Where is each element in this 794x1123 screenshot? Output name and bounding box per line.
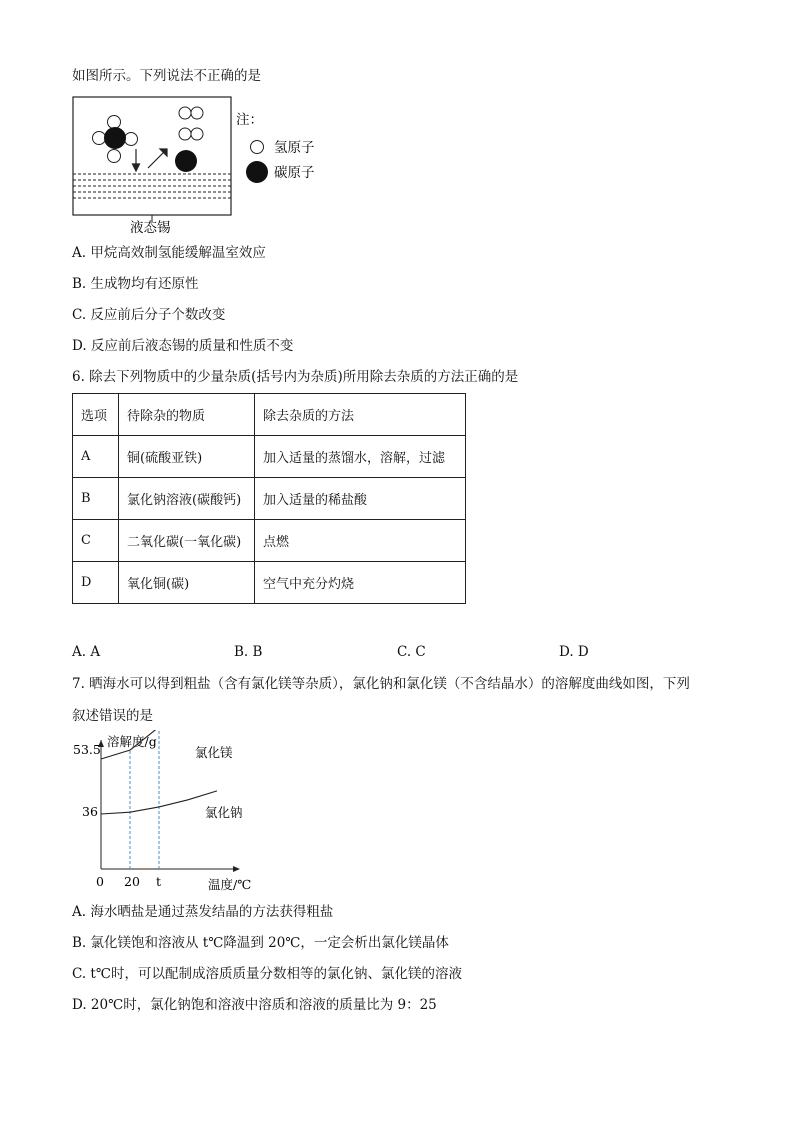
x-axis-label: 温度/℃ (208, 877, 252, 892)
solubility-curve-chart (70, 730, 270, 895)
figure-frame (73, 97, 231, 215)
header-option: 选项 (73, 394, 119, 436)
series-label: 氯化镁 (195, 745, 233, 760)
q6-answer-a[interactable]: A. A (72, 644, 101, 660)
legend-carbon-label: 碳原子 (274, 165, 315, 181)
series-label: 氯化钠 (205, 805, 243, 820)
q5-option-a[interactable]: A. 甲烷高效制氢能缓解温室效应 (72, 245, 266, 261)
q7-option-b[interactable]: B. 氯化镁饱和溶液从 t℃降温到 20℃，一定会析出氯化镁晶体 (72, 935, 449, 951)
carbon-product (175, 150, 197, 172)
x-tick-label: t (156, 874, 162, 889)
q6-answer-b[interactable]: B. B (234, 644, 263, 660)
q7-option-a[interactable]: A. 海水晒盐是通过蒸发结晶的方法获得粗盐 (72, 904, 334, 920)
q6-answer-d[interactable]: D. D (559, 644, 589, 660)
header-method: 除去杂质的方法 (255, 394, 466, 436)
question-7-stem-line1: 7. 晒海水可以得到粗盐（含有氯化镁等杂质），氯化钠和氯化镁（不含结晶水）的溶解度曲线如图，下列 (72, 676, 690, 692)
y-axis-label: 溶解度/g (107, 734, 157, 749)
table-row (73, 562, 466, 604)
table-cell: A (73, 436, 119, 478)
table-row (73, 478, 466, 520)
table-cell: 铜(硫酸亚铁) (119, 436, 255, 478)
question-6-stem: 6. 除去下列物质中的少量杂质(括号内为杂质)所用除去杂质的方法正确的是 (72, 369, 519, 385)
reaction-arrows (133, 149, 168, 171)
table-cell: 氧化铜(碳) (119, 562, 255, 604)
liquid-tin-layer (73, 174, 231, 198)
x-tick-label: 20 (124, 874, 140, 889)
header-substance: 待除杂的物质 (119, 394, 255, 436)
note-label: 注： (236, 112, 263, 128)
question-7-stem-line2: 叙述错误的是 (72, 708, 153, 724)
table-cell: 氯化钠溶液(碳酸钙) (119, 478, 255, 520)
q5-option-d[interactable]: D. 反应前后液态锡的质量和性质不变 (72, 338, 294, 354)
table-row (73, 436, 466, 478)
table-cell: 空气中充分灼烧 (255, 562, 466, 604)
table-row (73, 520, 466, 562)
question-5-stem: 如图所示。下列说法不正确的是 (72, 68, 261, 84)
q6-answer-c[interactable]: C. C (397, 644, 426, 660)
hydrogen-legend-icon (251, 141, 264, 154)
table-header-row (73, 394, 466, 436)
legend-hydrogen-label: 氢原子 (274, 140, 315, 156)
y-tick-label: 53.5 (73, 742, 101, 758)
table-cell: 点燃 (255, 520, 466, 562)
hydrogen-molecules (179, 107, 203, 140)
impurity-removal-table (72, 393, 466, 604)
x-tick-label: 0 (96, 874, 104, 889)
x-axis-arrow (233, 866, 240, 872)
q5-option-c[interactable]: C. 反应前后分子个数改变 (72, 307, 226, 323)
table-cell: B (73, 478, 119, 520)
table-cell: 二氧化碳(一氧化碳) (119, 520, 255, 562)
methane-molecule (93, 116, 138, 163)
carbon-legend-icon (246, 161, 268, 183)
table-cell: C (73, 520, 119, 562)
liquid-tin-label: 液态锡 (130, 220, 171, 236)
methane-reaction-figure (70, 94, 330, 239)
table-cell: D (73, 562, 119, 604)
table-cell: 加入适量的稀盐酸 (255, 478, 466, 520)
q7-option-c[interactable]: C. t℃时，可以配制成溶质质量分数相等的氯化钠、氯化镁的溶液 (72, 966, 462, 982)
table-cell: 加入适量的蒸馏水，溶解，过滤 (255, 436, 466, 478)
q5-option-b[interactable]: B. 生成物均有还原性 (72, 276, 199, 292)
y-tick-label: 36 (82, 804, 98, 820)
q7-option-d[interactable]: D. 20℃时，氯化钠饱和溶液中溶质和溶液的质量比为 9：25 (72, 997, 437, 1013)
